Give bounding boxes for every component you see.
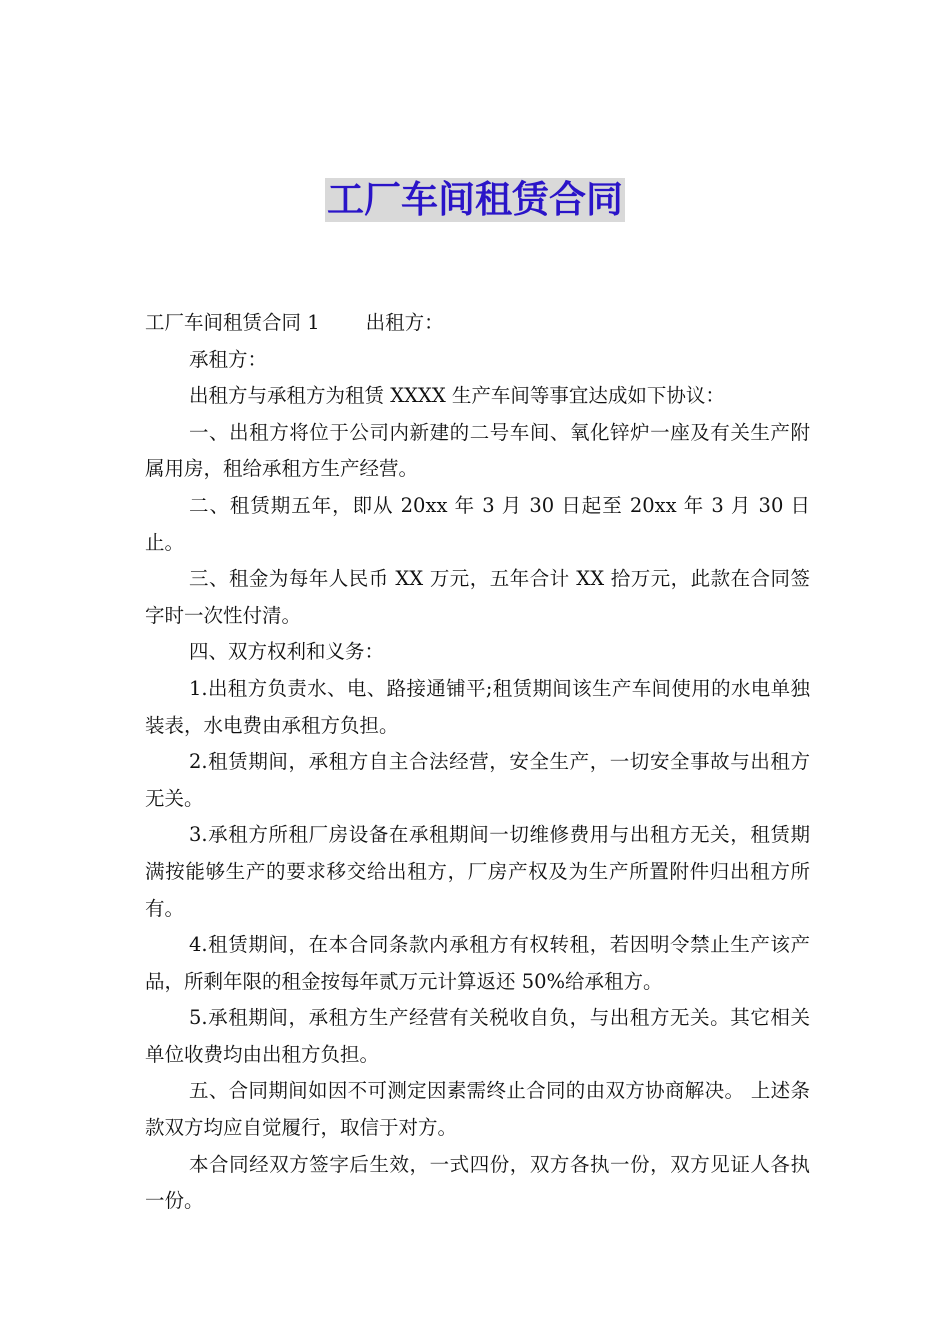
heading-line <box>145 305 810 342</box>
document-body <box>145 305 810 1220</box>
lessor-label: 出租方： <box>365 311 444 334</box>
clause-4-item-2: 2.租赁期间，承租方自主合法经营，安全生产，一切安全事故与出租方无关。 <box>145 750 810 810</box>
clause-1: 一、出租方将位于公司内新建的二号车间、氧化锌炉一座及有关生产附属用房，租给承租方生产经营。 <box>145 420 810 481</box>
clause-4-heading: 四、双方权利和义务： <box>189 640 385 664</box>
title-area <box>0 178 950 222</box>
agreement-intro: 出租方与承租方为租赁 XXXX 生产车间等事宜达成如下协议： <box>189 384 725 408</box>
clause-2: 二、租赁期五年，即从 20xx 年 3 月 30 日起至 20xx 年 3 月 30 日止。 <box>145 493 810 554</box>
contract-number-heading: 工厂车间租赁合同 1 <box>145 311 320 334</box>
lessee-label: 承租方： <box>189 347 268 371</box>
clause-4-item-4: 4.租赁期间，在本合同条款内承租方有权转租，若因明令禁止生产该产品，所剩年限的租金按每年贰万元计算返还 50%给承租方。 <box>145 933 810 993</box>
clause-4-item-5: 5.承租期间，承租方生产经营有关税收自负，与出租方无关。其它相关单位收费均由出租方负担。 <box>145 1006 810 1066</box>
closing-paragraph: 本合同经双方签字后生效，一式四份，双方各执一份，双方见证人各执一份。 <box>145 1152 810 1213</box>
clause-3: 三、租金为每年人民币 XX 万元，五年合计 XX 拾万元，此款在合同签字时一次性付清。 <box>145 567 810 627</box>
document-title: 工厂车间租赁合同 <box>327 178 623 221</box>
clause-4-item-1: 1.出租方负责水、电、路接通铺平;租赁期间该生产车间使用的水电单独装表，水电费由承租方负担。 <box>145 676 810 737</box>
clause-4-item-3: 3.承租方所租厂房设备在承租期间一切维修费用与出租方无关，租赁期满按能够生产的要求移交给出租方，厂房产权及为生产所置附件归出租方所有。 <box>145 823 810 920</box>
clause-5: 五、合同期间如因不可测定因素需终止合同的由双方协商解决。 上述条款双方均应自觉履行，取信于对方。 <box>145 1079 810 1140</box>
